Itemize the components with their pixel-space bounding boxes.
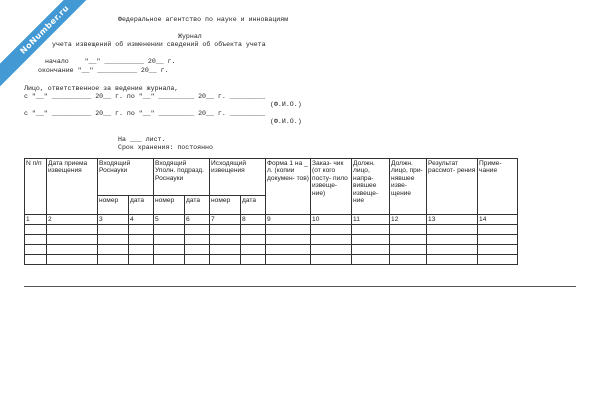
column-number: 1: [25, 215, 47, 225]
subheader-number: номер: [210, 196, 241, 215]
fio-label-2: (Ф.И.О.): [270, 118, 302, 125]
column-number: 4: [129, 215, 154, 225]
column-number: 8: [241, 215, 266, 225]
header-form: Форма 1 на _ л. (копии докумен- тов): [266, 159, 311, 215]
fio-label-1: (Ф.И.О.): [270, 101, 302, 108]
column-number: 2: [47, 215, 98, 225]
column-number: 5: [154, 215, 185, 225]
header-sender: Должн. лицо, напра- вившее извеще- ние: [352, 159, 390, 215]
subheader-date: дата: [129, 196, 154, 215]
header-result: Результат рассмот- рения: [427, 159, 478, 215]
journal-table: [24, 158, 518, 265]
end-date-line: окончание "__" __________ 20__ г.: [38, 67, 169, 74]
table-row: [25, 245, 518, 255]
column-number: 11: [352, 215, 390, 225]
page-divider: [24, 286, 576, 287]
table-row: [25, 235, 518, 245]
header-in-podrazd: Входящий Уполн. подразд. Роснауки: [154, 159, 210, 196]
subheader-date: дата: [241, 196, 266, 215]
column-number: 13: [427, 215, 478, 225]
storage-period: Срок хранения: постоянно: [118, 144, 213, 151]
subheader-number: номер: [154, 196, 185, 215]
responsible-line-2: с "__" __________ 20__ г. по "__" _________ 20__ г. _________: [24, 110, 266, 117]
column-number: 12: [390, 215, 427, 225]
header-n: N п/п: [25, 159, 47, 215]
responsible-line-1: с "__" __________ 20__ г. по "__" _________ 20__ г. _________: [24, 93, 266, 100]
column-number: 9: [266, 215, 311, 225]
table-row: [25, 225, 518, 235]
header-customer: Заказ- чик (от кого посту- пило извеще- ние): [311, 159, 352, 215]
header-out: Исходящий извещения: [210, 159, 266, 196]
header-in-rosnauki: Входящий Роснауки: [98, 159, 154, 196]
column-number: 6: [185, 215, 210, 225]
column-number: 10: [311, 215, 352, 225]
header-receiver: Должн. лицо, при- нявшее изве- щение: [390, 159, 427, 215]
sheets-count: На ___ лист.: [118, 136, 166, 143]
watermark-ribbon: NoNumber.ru: [0, 0, 104, 89]
responsible-caption: Лицо, ответственное за ведение журнала,: [24, 85, 179, 92]
header-date: Дата приема извещения: [47, 159, 98, 215]
journal-subtitle: учета извещений об изменении сведений об объекта учета: [52, 41, 266, 48]
agency-name: Федеральное агентство по науке и инновациям: [118, 16, 289, 23]
column-number: 3: [98, 215, 129, 225]
column-number: 7: [210, 215, 241, 225]
journal-title: Журнал: [178, 33, 202, 40]
column-number: 14: [478, 215, 518, 225]
subheader-date: дата: [185, 196, 210, 215]
table-row: [25, 255, 518, 265]
header-note: Приме- чание: [478, 159, 518, 215]
start-date-line: начало "__" __________ 20__ г.: [45, 58, 176, 65]
subheader-number: номер: [98, 196, 129, 215]
